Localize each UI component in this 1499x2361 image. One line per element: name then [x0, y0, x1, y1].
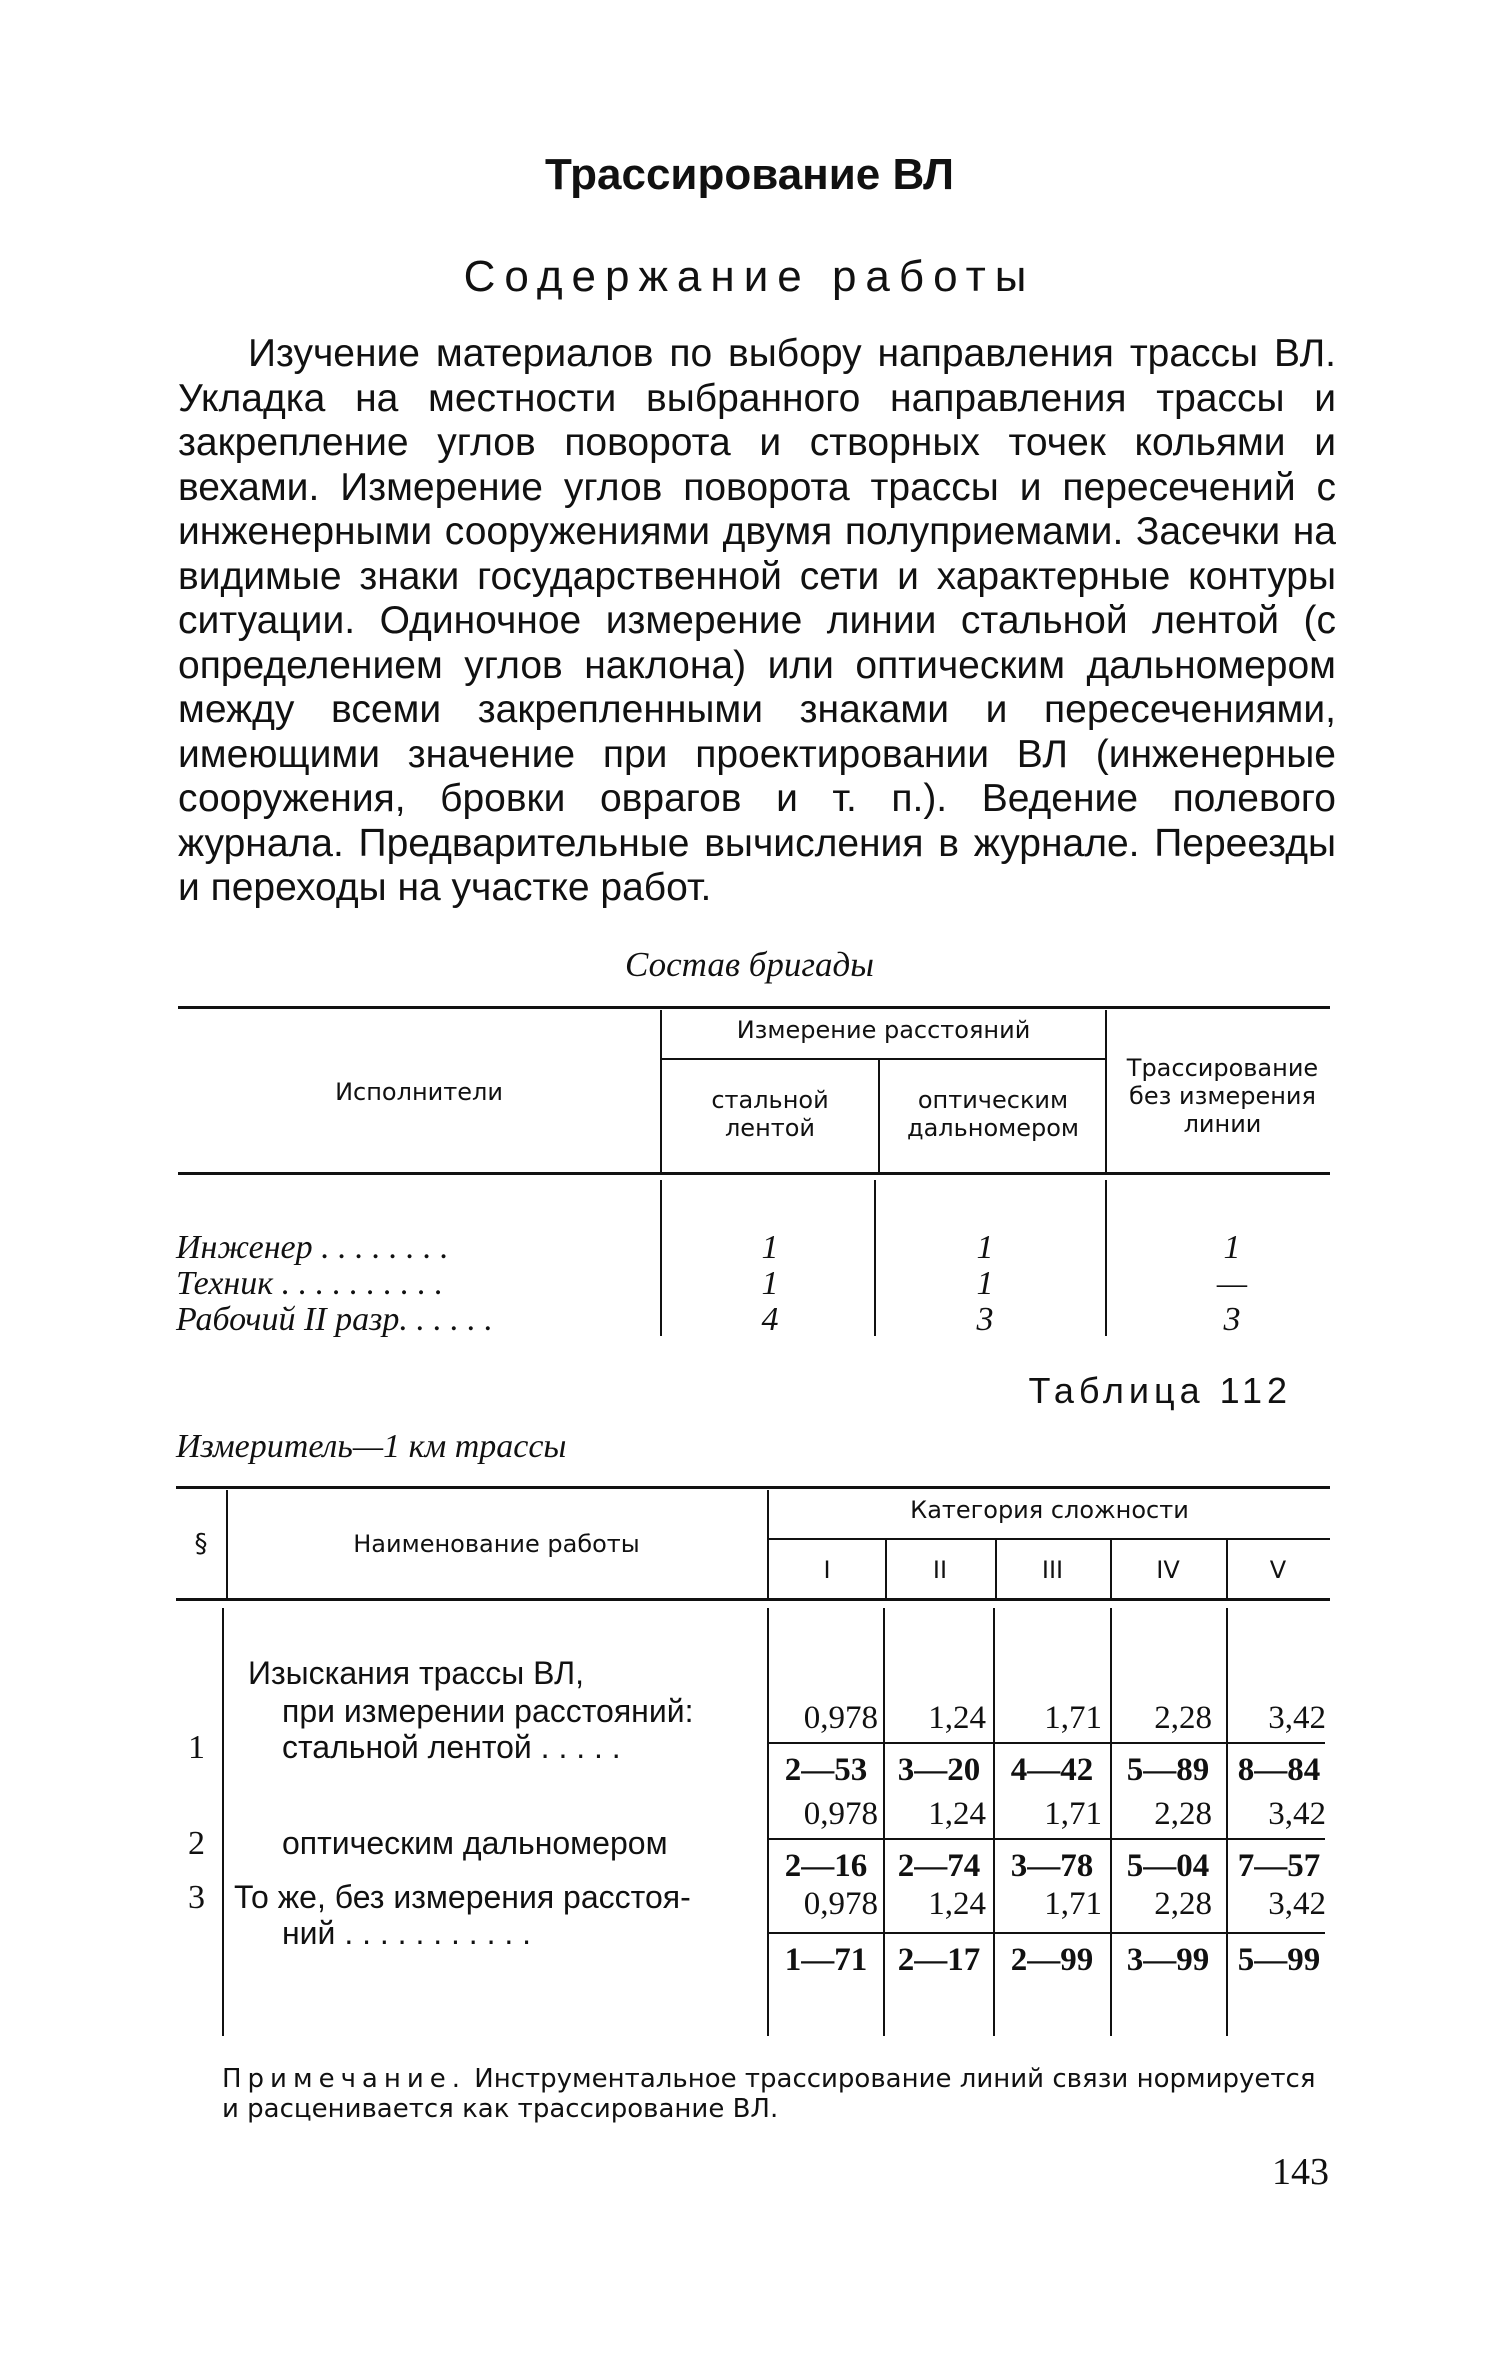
note-text: Инструментальное трассирование линий связи нормируется и расценивается как трассирование ВЛ.	[222, 2064, 1316, 2124]
category-header: II	[932, 1556, 948, 1584]
col-optical: оптическим дальномером	[906, 1086, 1080, 1142]
units-caption: Измеритель—1 км трассы	[176, 1428, 567, 1465]
work-name: То же, без измерения расстоя-	[234, 1879, 691, 1915]
body-paragraph: Изучение материалов по выбору направления трассы ВЛ. Укладка на местности выбранного направления трассы и закрепление углов поворота и створных точек кольями и вехами. Измерение углов поворота трассы и пересечений с инженерными сооружениями двумя полуприемами. Засечки на видимые знаки государственной сети и характерные контуры ситуации. Одиночное измерение линии стальной лентой (с определением углов наклона) или оптическим дальномером между всеми закрепленными знаками и пересечениями, имеющими значение при проектировании ВЛ (инженерные сооружения, бровки оврагов и т. п.). Ведение полевого журнала. Предварительные вычисления в журнале. Переезды и переходы на участке работ.	[178, 332, 1336, 909]
col-work: Наименование работы	[353, 1530, 640, 1558]
norm-value: 1,24	[928, 1796, 986, 1832]
col-section: §	[194, 1529, 208, 1559]
crew-row-name: Техник . . . . . . . . . .	[176, 1265, 444, 1302]
norm-value: 3,42	[1268, 1700, 1326, 1736]
norm-value: 0,978	[803, 1700, 878, 1736]
col-steel: стальной лентой	[711, 1086, 829, 1142]
norm-price: 2—16	[784, 1848, 868, 1884]
norm-price: 8—84	[1237, 1752, 1321, 1788]
norm-price: 2—53	[784, 1752, 868, 1788]
norm-price: 3—20	[897, 1752, 981, 1788]
crew-row-name: Рабочий II разр. . . . . .	[176, 1301, 493, 1338]
footnote	[222, 2064, 1332, 2124]
row-number: 2	[188, 1825, 205, 1862]
norm-value: 2,28	[1154, 1796, 1212, 1832]
crew-row-name: Инженер . . . . . . . .	[176, 1229, 449, 1266]
norm-price: 2—17	[897, 1942, 981, 1978]
norm-value: 2,28	[1154, 1886, 1212, 1922]
work-name-continued: ний . . . . . . . . . . .	[282, 1915, 532, 1951]
category-header: IV	[1156, 1556, 1180, 1584]
norm-price: 3—78	[1010, 1848, 1094, 1884]
note-lead: Примечание.	[222, 2064, 467, 2094]
crew-cell: 1	[976, 1229, 994, 1266]
work-intro: при измерении расстояний:	[282, 1693, 694, 1729]
norm-value: 2,28	[1154, 1700, 1212, 1736]
crew-cell: 1	[976, 1265, 994, 1302]
crew-caption: Состав бригады	[625, 945, 874, 984]
norm-price: 2—99	[1010, 1942, 1094, 1978]
norm-price: 3—99	[1126, 1942, 1210, 1978]
norm-price: 4—42	[1010, 1752, 1094, 1788]
row-number: 3	[188, 1879, 205, 1916]
norm-price: 5—89	[1126, 1752, 1210, 1788]
norm-value: 0,978	[803, 1886, 878, 1922]
crew-cell: 3	[976, 1301, 994, 1338]
crew-cell: 1	[761, 1265, 779, 1302]
norm-value: 3,42	[1268, 1886, 1326, 1922]
work-name: стальной лентой . . . . .	[282, 1729, 621, 1765]
norm-price: 1—71	[784, 1942, 868, 1978]
category-header: V	[1269, 1556, 1287, 1584]
norm-value: 1,71	[1044, 1700, 1102, 1736]
crew-cell: 1	[761, 1229, 779, 1266]
work-intro: Изыскания трассы ВЛ,	[248, 1655, 584, 1691]
norm-value: 1,71	[1044, 1796, 1102, 1832]
norm-value: 0,978	[803, 1796, 878, 1832]
crew-cell: —	[1216, 1265, 1248, 1302]
page-number: 143	[1272, 2151, 1329, 2193]
col-distance: Измерение расстояний	[736, 1016, 1031, 1044]
norm-price: 2—74	[897, 1848, 981, 1884]
norm-value: 1,71	[1044, 1886, 1102, 1922]
crew-cell: 4	[761, 1301, 779, 1338]
crew-cell: 3	[1223, 1301, 1241, 1338]
norm-value: 1,24	[928, 1700, 986, 1736]
norm-price: 5—04	[1126, 1848, 1210, 1884]
table-number: Таблица 112	[1028, 1370, 1292, 1411]
crew-cell: 1	[1223, 1229, 1241, 1266]
norm-value: 1,24	[928, 1886, 986, 1922]
section-heading: Трассирование ВЛ	[544, 150, 955, 199]
norm-price: 5—99	[1237, 1942, 1321, 1978]
category-header: I	[823, 1556, 831, 1584]
subheading: Содержание работы	[463, 252, 1036, 301]
norm-price: 7—57	[1237, 1848, 1321, 1884]
norm-value: 3,42	[1268, 1796, 1326, 1832]
row-number: 1	[188, 1729, 205, 1766]
work-name: оптическим дальномером	[282, 1825, 668, 1861]
col-performers: Исполнители	[335, 1078, 503, 1106]
col-no-measure: Трассирование без измерения линии	[1126, 1054, 1319, 1138]
category-header: III	[1041, 1556, 1064, 1584]
col-category: Категория сложности	[910, 1496, 1189, 1524]
